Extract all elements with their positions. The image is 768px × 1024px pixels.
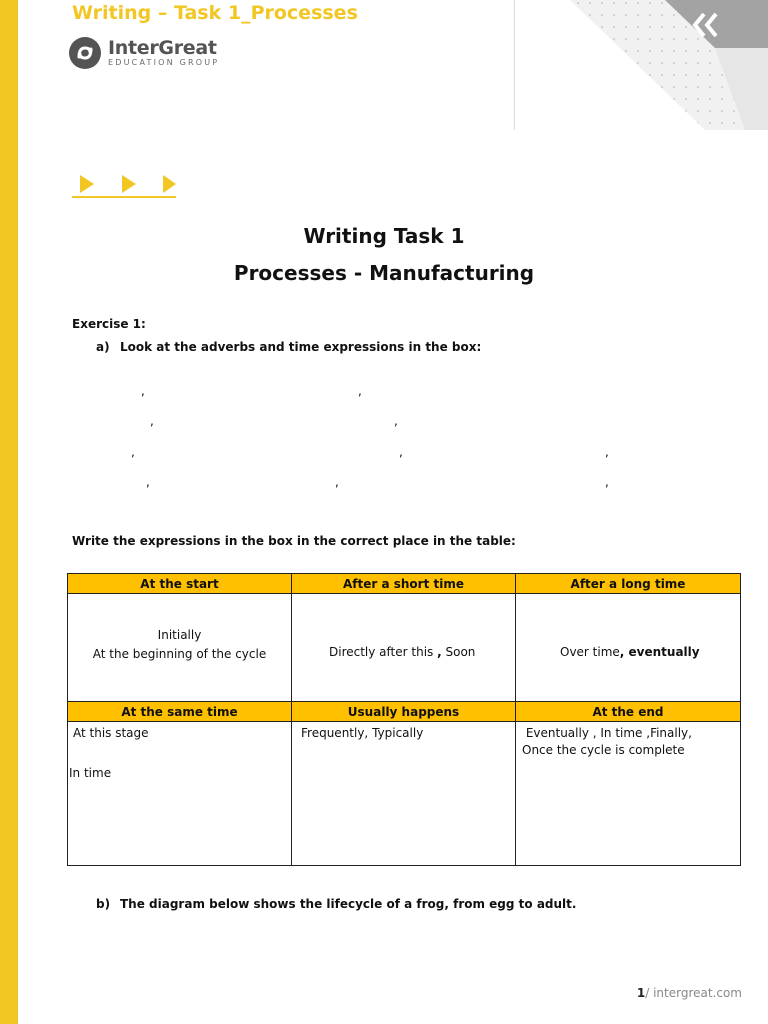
cell-line: Eventually , In time ,Finally, bbox=[522, 726, 692, 740]
box-separator: , bbox=[146, 475, 150, 489]
cell-line: Frequently, Typically bbox=[301, 726, 424, 740]
box-separator: , bbox=[335, 475, 339, 489]
cell-text-bold: eventually bbox=[624, 644, 700, 659]
page-footer bbox=[637, 986, 742, 1000]
header-usually-happens: Usually happens bbox=[292, 702, 516, 722]
cell-line: Once the cycle is complete bbox=[522, 743, 685, 757]
cell-text: Soon bbox=[441, 644, 476, 659]
instruction-a-marker: a) bbox=[96, 340, 110, 354]
instruction-b-text: The diagram below shows the lifecycle of a frog, from egg to adult. bbox=[120, 897, 577, 911]
cell-at-the-end[interactable] bbox=[516, 722, 741, 866]
cell-after-short-time[interactable] bbox=[292, 594, 516, 702]
header-after-long-time: After a long time bbox=[516, 574, 741, 594]
cell-at-the-start[interactable] bbox=[68, 594, 292, 702]
page-title: Writing Task 1 bbox=[303, 224, 465, 248]
header-at-the-start: At the start bbox=[68, 574, 292, 594]
cell-at-same-time[interactable] bbox=[68, 722, 292, 866]
instruction-b-marker: b) bbox=[96, 897, 111, 911]
header-after-short-time: After a short time bbox=[292, 574, 516, 594]
cell-after-long-time[interactable] bbox=[516, 594, 741, 702]
cell-line: At this stage bbox=[73, 726, 149, 740]
instruction-a-text: Look at the adverbs and time expressions in the box: bbox=[120, 340, 482, 354]
cell-line: In time bbox=[69, 766, 112, 780]
instruction-a bbox=[96, 340, 481, 354]
box-separator: , bbox=[141, 384, 145, 398]
brand-name: InterGreat bbox=[108, 37, 217, 59]
header-decoration bbox=[515, 0, 768, 130]
cell-text: Directly after this bbox=[329, 644, 434, 659]
accent-side-strip bbox=[0, 0, 18, 1024]
categorization-table bbox=[67, 573, 741, 866]
box-separator: , bbox=[131, 445, 135, 459]
table-row bbox=[68, 594, 741, 702]
header-at-same-time: At the same time bbox=[68, 702, 292, 722]
cell-separator: , bbox=[619, 644, 625, 659]
table-header-row bbox=[68, 574, 741, 594]
cell-line: At the beginning of the cycle bbox=[92, 646, 267, 661]
box-separator: , bbox=[394, 414, 398, 428]
brand-subtitle: EDUCATION GROUP bbox=[108, 58, 220, 67]
page-subtitle: Processes - Manufacturing bbox=[233, 261, 535, 285]
write-instruction: Write the expressions in the box in the correct place in the table: bbox=[72, 534, 516, 548]
cell-line: Initially bbox=[157, 627, 202, 642]
instruction-b bbox=[96, 897, 576, 911]
decorative-arrow-row bbox=[72, 172, 176, 200]
footer-site-link[interactable]: / intergreat.com bbox=[645, 986, 742, 1000]
exercise-label: Exercise 1: bbox=[72, 317, 146, 331]
box-separator: , bbox=[358, 384, 362, 398]
table-header-row bbox=[68, 702, 741, 722]
cell-usually-happens[interactable] bbox=[292, 722, 516, 866]
document-header-title: Writing – Task 1_Processes bbox=[72, 2, 358, 24]
header-at-the-end: At the end bbox=[516, 702, 741, 722]
page-number: 1 bbox=[636, 986, 646, 1000]
box-separator: , bbox=[605, 445, 609, 459]
cell-separator: , bbox=[437, 644, 442, 659]
brand-logo bbox=[68, 36, 219, 70]
box-separator: , bbox=[399, 445, 403, 459]
table-row bbox=[68, 722, 741, 866]
intergreat-logo-icon bbox=[68, 36, 102, 70]
cell-text: Over time bbox=[560, 644, 620, 659]
box-separator: , bbox=[150, 414, 154, 428]
box-separator: , bbox=[605, 475, 609, 489]
